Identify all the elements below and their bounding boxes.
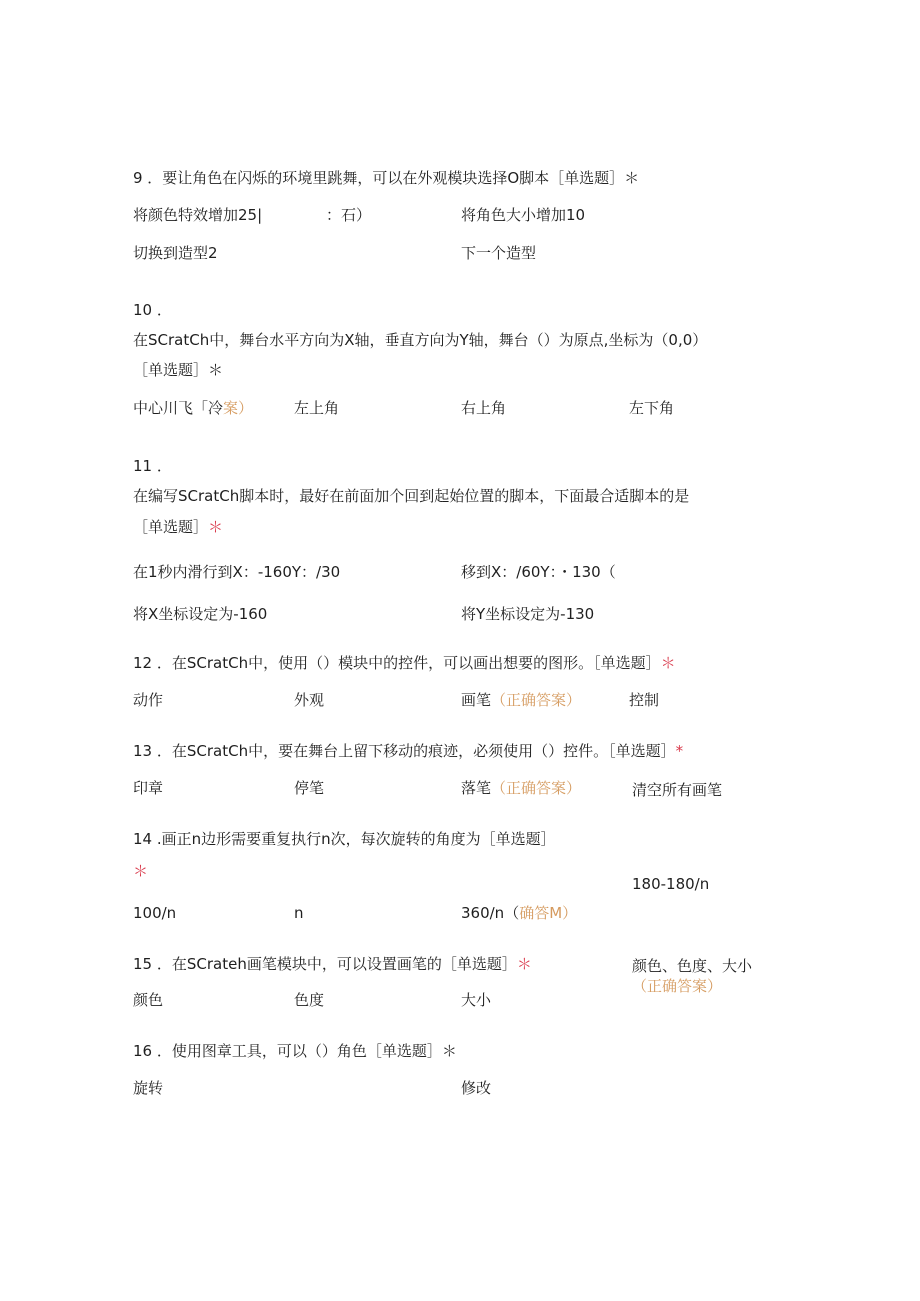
- question-12-correct-answer-mark: （正确答案）: [491, 691, 582, 709]
- question-13-option-d: 清空所有画笔: [632, 781, 723, 799]
- question-10-text-line2: ［单选题］＊: [133, 361, 224, 379]
- question-10-option-a-label: 中心川飞「冷: [133, 399, 224, 417]
- question-14-option-b: n: [294, 904, 304, 922]
- question-14-option-d: 180-180/n: [632, 875, 710, 893]
- question-12-option-d: 控制: [629, 691, 660, 709]
- required-star: *: [675, 742, 684, 760]
- question-16-option-a: 旋转: [133, 1079, 164, 1097]
- question-14-option-a: 100/n: [133, 904, 177, 922]
- question-16-text: 16 ．使用图章工具，可以（）角色［单选题］＊: [133, 1042, 457, 1060]
- question-15-option-b: 色度: [294, 991, 325, 1009]
- question-11-option-b: 移到X：/60Y：・130（: [461, 563, 616, 581]
- question-13-option-a: 印章: [133, 779, 164, 797]
- question-9-option-a-tail: ：石）: [326, 206, 372, 224]
- question-11-option-a: 在1秒内滑行到X：-160Y：/30: [133, 563, 341, 581]
- question-16-option-b: 修改: [461, 1079, 492, 1097]
- question-15-correct-answer-mark: （正确答案）: [632, 977, 723, 995]
- question-13-option-b: 停笔: [294, 779, 325, 797]
- required-star: ＊: [133, 862, 149, 880]
- question-12-option-a: 动作: [133, 691, 164, 709]
- question-9-option-b: 将角色大小增加10: [461, 206, 586, 224]
- required-star: ＊: [208, 518, 224, 536]
- question-11-option-c: 将X坐标设定为-160: [133, 605, 268, 623]
- question-10-option-a: [133, 398, 253, 418]
- question-11-type-label: ［单选题］: [133, 518, 209, 536]
- question-10-correct-answer-mark: 案）: [223, 399, 254, 417]
- question-9-text: 9 ．要让角色在闪烁的环境里跳舞，可以在外观模块选择O脚本［单选题］＊: [133, 169, 640, 187]
- question-10-option-b: 左上角: [294, 399, 340, 417]
- question-15-option-d: 颜色、色度、大小: [632, 957, 753, 975]
- question-15-option-c: 大小: [461, 991, 492, 1009]
- question-12-label: 12 ．在SCratCh中，使用（）模块中的控件，可以画出想要的图形。［单选题］: [133, 654, 661, 672]
- question-9-option-a: 将颜色特效增加25|: [133, 206, 263, 224]
- question-14-text: 14 .画正n边形需要重复执行n次，每次旋转的角度为［单选题］: [133, 830, 556, 848]
- required-star: ＊: [660, 654, 676, 672]
- question-11-text-line2: [133, 517, 223, 537]
- question-12-option-c-label: 画笔: [461, 691, 492, 709]
- question-10-option-d: 左下角: [629, 399, 675, 417]
- question-13-option-c-label: 落笔: [461, 779, 492, 797]
- question-12-text: [133, 653, 676, 673]
- question-9-option-d: 下一个造型: [461, 244, 537, 262]
- question-14-correct-answer-mark: 确答M）: [519, 904, 578, 922]
- question-10-option-c: 右上角: [461, 399, 507, 417]
- question-13-correct-answer-mark: （正确答案）: [491, 779, 582, 797]
- question-10-text-line1: 在SCratCh中，舞台水平方向为X轴，垂直方向为Y轴，舞台（）为原点,坐标为（0,0）: [133, 331, 708, 349]
- question-14-option-c: [461, 903, 577, 923]
- question-14-option-c-label: 360∕n（: [461, 904, 520, 922]
- question-10-number: 10 ．: [133, 301, 172, 319]
- question-15-text: [133, 954, 532, 974]
- question-15-label: 15 ．在SCrateh画笔模块中，可以设置画笔的［单选题］: [133, 955, 517, 973]
- question-13-label: 13 ．在SCratCh中，要在舞台上留下移动的痕迹，必须使用（）控件。［单选题］: [133, 742, 676, 760]
- question-12-option-b: 外观: [294, 691, 325, 709]
- question-11-option-d: 将Y坐标设定为-130: [461, 605, 595, 623]
- required-star: ＊: [516, 955, 532, 973]
- question-11-text-line1: 在编写SCratCh脚本时，最好在前面加个回到起始位置的脚本，下面最合适脚本的是: [133, 487, 690, 505]
- question-13-option-c: [461, 778, 581, 798]
- question-12-option-c: [461, 690, 581, 710]
- question-11-number: 11 ．: [133, 457, 172, 475]
- question-9-option-c: 切换到造型2: [133, 244, 218, 262]
- question-15-option-a: 颜色: [133, 991, 164, 1009]
- question-13-text: [133, 741, 683, 761]
